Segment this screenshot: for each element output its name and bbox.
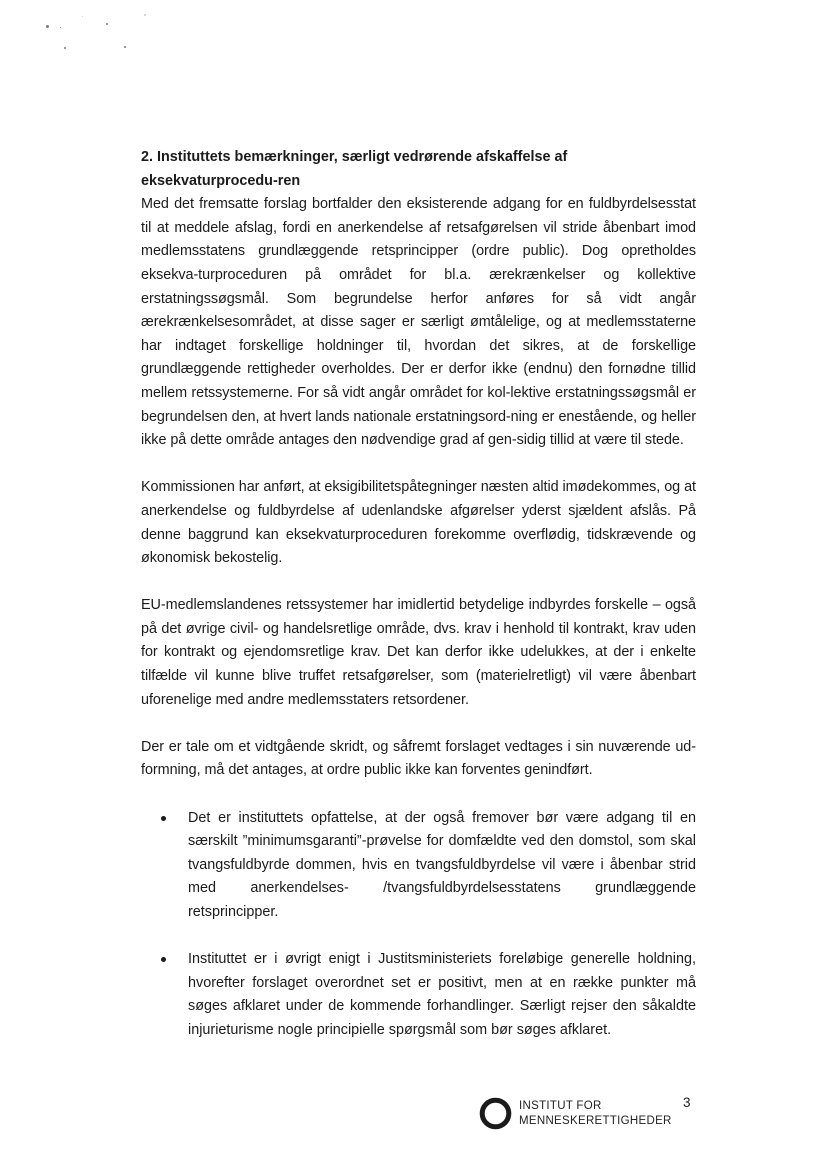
logo-wordmark xyxy=(519,1099,672,1128)
bullet-text: Det er instituttets opfattelse, at der også fremover bør være adgang til en særskilt ”minimumsgaranti”-prøvelse for domfældte ved den domstol, som skal tvangsfuldbyrde dommen, hvis en tvangsfuldbyrdelse vil være i åbenbar strid med anerkendelses- /tvangsfuldbyrdelsesstatens grundlæggende retsprincipper. xyxy=(188,809,696,920)
paragraph-vidtgaaende: Der er tale om et vidtgående skridt, og såfremt forslaget vedtages i sin nuværende ud-formning, må det antages, at ordre public ikke kan forventes genindført. xyxy=(141,738,696,779)
bullet-icon xyxy=(161,816,166,821)
list-item xyxy=(141,948,696,1042)
institute-logo xyxy=(478,1096,672,1131)
logo-line-1: INSTITUT FOR xyxy=(519,1100,602,1112)
bullet-list xyxy=(141,807,696,1043)
document-body xyxy=(141,146,696,1043)
list-item xyxy=(141,807,696,925)
bullet-text: Instituttet er i øvrigt enigt i Justitsministeriets foreløbige generelle holdning, hvorefter forslaget overordnet set er positivt, men at en række punkter må søges afklaret under de kommende forhandlinger. Særligt rejser den såkaldte injurieturisme nogle principielle spørgsmål som bør søges afklaret. xyxy=(188,951,696,1038)
paragraph-kommissionen: Kommissionen har anført, at eksigibilitetspåtegninger næsten altid imødekommes, og at anerkendelse og fuldbyrdelse af udenlandske afgørelser yderst sjældent afslås. På denne baggrund kan eksekvaturproceduren forekomme overflødig, tidskrævende og økonomisk bekostelig. xyxy=(141,479,696,567)
section-heading: 2. Instituttets bemærkninger, særligt vedrørende afskaffelse af eksekvaturprocedu-ren xyxy=(141,149,568,189)
page-number: 3 xyxy=(683,1095,691,1110)
paragraph-retssystemer: EU-medlemslandenes retssystemer har imidlertid betydelige indbyrdes forskelle – også på det øvrige civil- og handelsretlige område, dvs. krav i henhold til kontrakt, krav uden for kontrakt og ejendomsretlige krav. Det kan derfor ikke udelukkes, at der i enkelte tilfælde vil kunne blive truffet retsafgørelser, som (materielretligt) vil være åbenbart uforenelige med andre medlemsstaters retsordener. xyxy=(141,597,696,708)
ring-logo-icon xyxy=(478,1096,513,1131)
logo-line-2: MENNESKERETTIGHEDER xyxy=(519,1114,672,1127)
bullet-icon xyxy=(161,957,166,962)
paragraph-ordre-public: Med det fremsatte forslag bortfalder den eksisterende adgang for en fuldbyrdelsesstat til at meddele afslag, fordi en anerkendelse af retsafgørelsen vil stride åbenbart imod medlemsstatens grundlæggende retsprincipper (ordre public). Dog opretholdes eksekva-turproceduren på området for bl.a. ærekrænkelser og kollektive erstatningssøgsmål. Som begrundelse herfor anføres for så vidt angår ærekrænkelsesområdet, at disse sager er særligt ømtålelige, og at medlemsstaterne har indtaget forskellige holdninger til, hvordan det sikres, at de forskellige grundlæggende rettigheder overholdes. Der er derfor ikke (endnu) den fornødne tillid mellem retssystemerne. For så vidt angår området for kol-lektive erstatningssøgsmål er begrundelsen den, at hvert lands nationale erstatningsord-ning er enestående, og heller ikke på dette område antages den nødvendige grad af gen-sidig tillid at være til stede. xyxy=(141,196,696,449)
